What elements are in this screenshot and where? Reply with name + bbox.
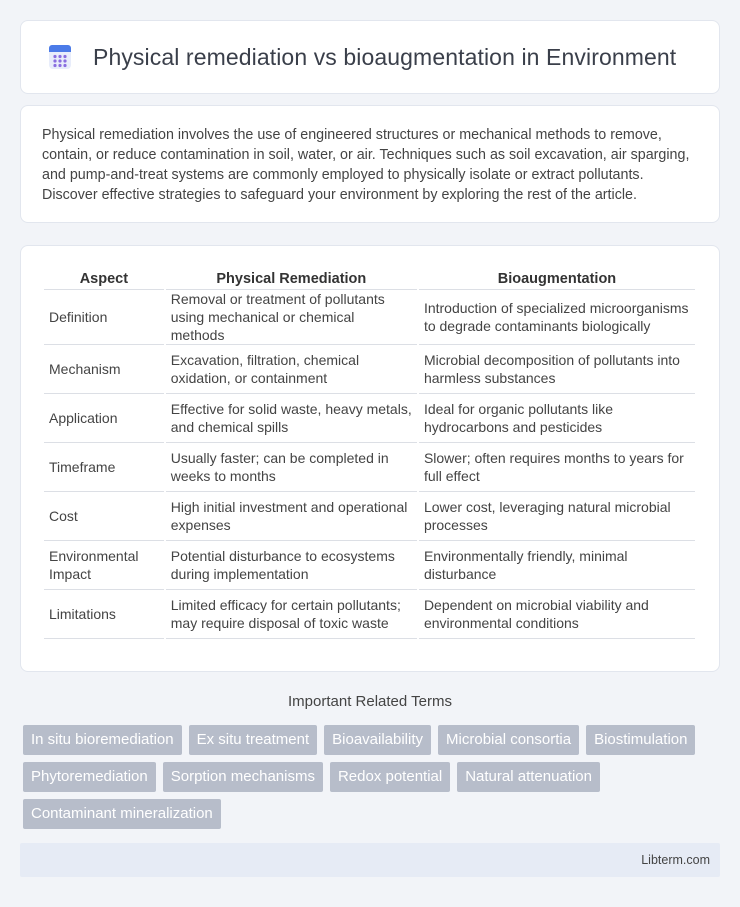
related-term-tag[interactable]: Phytoremediation [23,762,156,792]
cell-bio: Microbial decomposition of pollutants into harmless substances [419,345,695,394]
cell-aspect: Environmental Impact [44,541,164,590]
cell-bio: Ideal for organic pollutants like hydrocarbons and pesticides [419,394,695,443]
cell-bio: Environmentally friendly, minimal disturbance [419,541,695,590]
related-term-tag[interactable]: Ex situ treatment [189,725,318,755]
comparison-table-card [20,245,720,672]
cell-aspect: Application [44,394,164,443]
header-aspect: Aspect [44,266,164,290]
table-row [44,394,695,443]
intro-card [20,105,720,223]
footer-brand-link[interactable]: Libterm.com [641,853,710,867]
related-terms-list [23,725,723,829]
related-term-tag[interactable]: Natural attenuation [457,762,600,792]
table-row [44,492,695,541]
cell-aspect: Cost [44,492,164,541]
table-row [44,541,695,590]
related-terms-title: Important Related Terms [288,693,452,710]
table-header-row [44,266,695,290]
cell-aspect: Definition [44,290,164,345]
footer [20,843,720,877]
cell-aspect: Timeframe [44,443,164,492]
cell-physical: Limited efficacy for certain pollutants; may require disposal of toxic waste [166,590,417,639]
cell-physical: Excavation, filtration, chemical oxidation, or containment [166,345,417,394]
table-row [44,345,695,394]
cell-physical: Usually faster; can be completed in weeks to months [166,443,417,492]
related-term-tag[interactable]: Biostimulation [586,725,695,755]
cell-bio: Slower; often requires months to years for full effect [419,443,695,492]
related-term-tag[interactable]: Contaminant mineralization [23,799,221,829]
cell-bio: Lower cost, leveraging natural microbial processes [419,492,695,541]
cell-physical: Potential disturbance to ecosystems during implementation [166,541,417,590]
cell-aspect: Mechanism [44,345,164,394]
page-title: Physical remediation vs bioaugmentation in Environment [93,43,677,70]
table-row [44,290,695,345]
header-bioaugmentation: Bioaugmentation [419,266,695,290]
related-term-tag[interactable]: Bioavailability [324,725,431,755]
intro-text: Physical remediation involves the use of engineered structures or mechanical methods to remove, contain, or reduce contamination in soil, water, or air. Techniques such as soil excavation, air sparging, and pump-and-treat systems are commonly employed to physically isolate or extract pollutants. Discover effective strategies to safeguard your environment by exploring the rest of the article. [42,127,690,203]
related-term-tag[interactable]: In situ bioremediation [23,725,182,755]
related-term-tag[interactable]: Sorption mechanisms [163,762,323,792]
cell-physical: Removal or treatment of pollutants using mechanical or chemical methods [166,290,417,345]
header-card [20,20,720,94]
cell-aspect: Limitations [44,590,164,639]
related-term-tag[interactable]: Redox potential [330,762,450,792]
calculator-icon [47,44,73,70]
table-row [44,590,695,639]
cell-physical: High initial investment and operational expenses [166,492,417,541]
cell-bio: Dependent on microbial viability and environmental conditions [419,590,695,639]
related-term-tag[interactable]: Microbial consortia [438,725,579,755]
header-physical-remediation: Physical Remediation [166,266,417,290]
table-row [44,443,695,492]
comparison-table [42,266,697,639]
cell-physical: Effective for solid waste, heavy metals, and chemical spills [166,394,417,443]
cell-bio: Introduction of specialized microorganisms to degrade contaminants biologically [419,290,695,345]
